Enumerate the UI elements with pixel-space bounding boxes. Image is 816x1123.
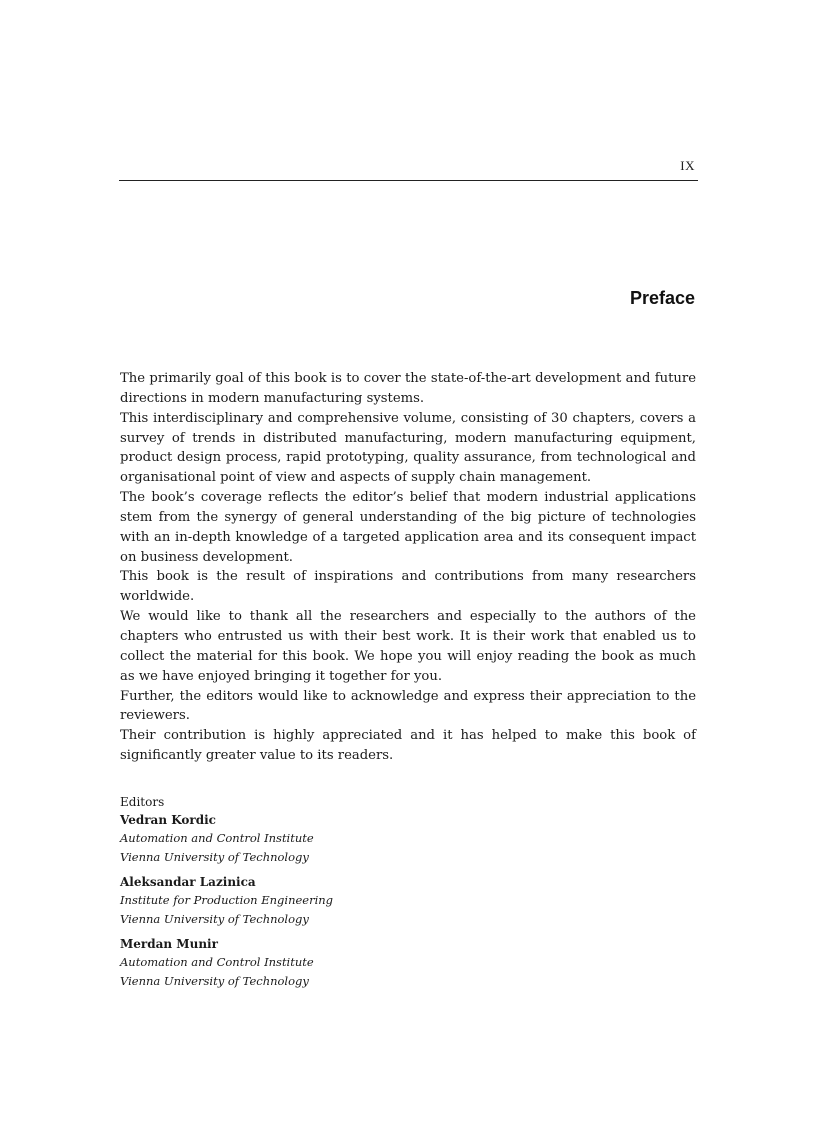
editor-name: Merdan Munir [120,937,218,951]
paragraph: The book’s coverage reflects the editor’s belief that modern industrial applications stem from the synergy of general understanding of the big picture of technologies with an in-depth knowledge of a targeted application area and its consequent impact on business development. [120,490,696,565]
editor-university: Vienna University of Technology [120,973,309,988]
editors-label: Editors [120,795,165,809]
page-number: IX [680,158,695,173]
paragraph: This interdisciplinary and comprehensive volume, consisting of 30 chapters, covers a survey of trends in distributed manufacturing, modern manufacturing equipment, product design process, rapid prototyping, quality assurance, from technological and organisational point of view and aspects of supply chain management. [120,410,696,486]
editor-entry [120,811,520,866]
editors-block [120,793,520,997]
editor-entry [120,935,520,990]
paragraph: Their contribution is highly appreciated and it has helped to make this book of significantly greater value to its readers. [120,728,696,764]
editor-institute: Institute for Production Engineering [120,893,334,907]
paragraph: This book is the result of inspirations and contributions from many researchers worldwide. [120,569,696,605]
editor-university: Vienna University of Technology [120,849,309,864]
preface-body [120,369,696,766]
paragraph: We would like to thank all the researchers and especially to the authors of the chapters who entrusted us with their best work. It is their work that enabled us to collect the material for this book. We hope you will enjoy reading the book as much as we have enjoyed bringing it together for you. [120,609,696,684]
paragraph: Further, the editors would like to acknowledge and express their appreciation to the reviewers. [120,688,696,724]
header-rule [119,180,698,181]
editor-institute: Automation and Control Institute [120,955,314,969]
editor-institute: Automation and Control Institute [120,831,314,845]
chapter-title: Preface [629,288,695,308]
editor-entry [120,873,520,928]
editor-name: Aleksandar Lazinica [120,875,256,889]
editor-university: Vienna University of Technology [120,911,309,926]
paragraph: The primarily goal of this book is to cover the state-of-the-art development and future directions in modern manufacturing systems. [120,371,696,406]
editor-name: Vedran Kordic [120,813,216,827]
